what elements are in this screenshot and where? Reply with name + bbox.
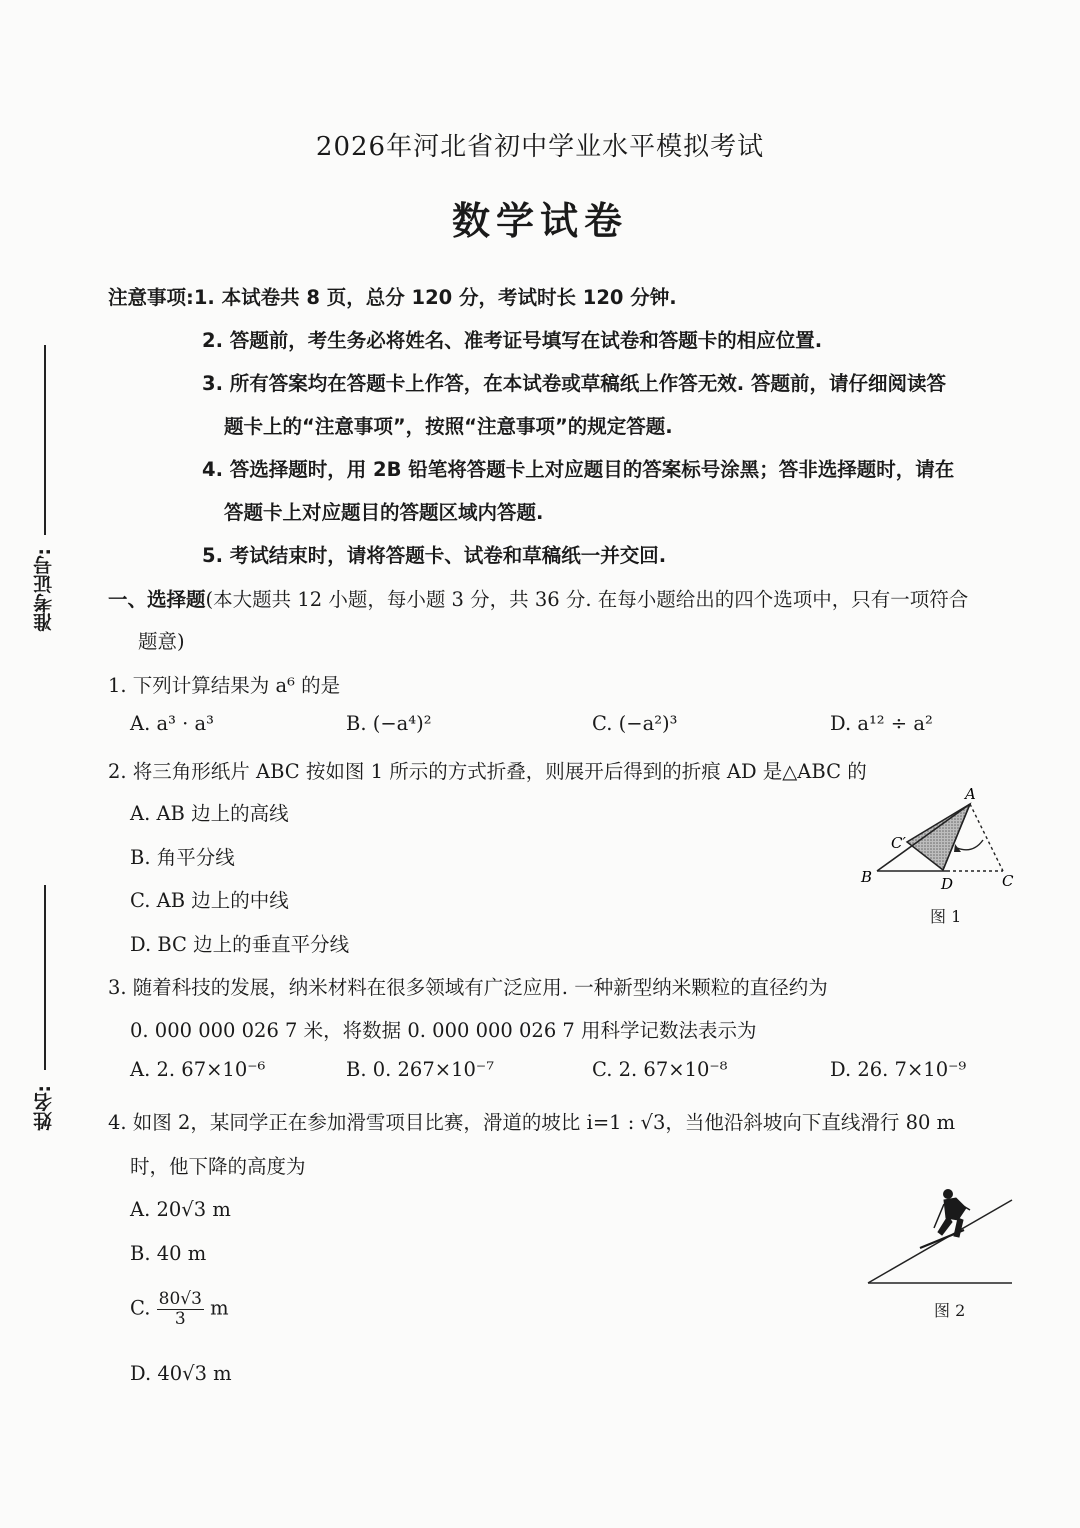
label-b: B — [861, 868, 873, 886]
label-c-prime: C′ — [891, 834, 906, 852]
q1-stem: 1. 下列计算结果为 a⁶ 的是 — [108, 674, 341, 697]
q3-stem-line2: 0. 000 000 026 7 米，将数据 0. 000 000 026 7 用科学记数法表示为 — [130, 1019, 757, 1042]
section1-desc: (本大题共 12 小题，每小题 3 分，共 36 分. 在每小题给出的四个选项中，只有一项符合 — [205, 588, 969, 611]
name-label: 姓名: — [33, 1085, 55, 1131]
q2-option-c: C. AB 边上的中线 — [130, 889, 289, 912]
exam-id-label: 准考证号: — [33, 548, 55, 632]
side-ac-dashed — [970, 804, 1003, 871]
note-item-4-cont: 答题卡上对应题目的答题区域内答题. — [224, 501, 544, 524]
q2-option-d: D. BC 边上的垂直平分线 — [130, 933, 350, 956]
q4-stem-line1: 4. 如图 2，某同学正在参加滑雪项目比赛，滑道的坡比 i=1 : √3，当他沿斜坡向下直线滑行 80 m — [108, 1111, 956, 1134]
fold-arrowhead — [954, 844, 961, 852]
note-item-1: 1. 本试卷共 8 页，总分 120 分，考试时长 120 分钟. — [193, 286, 677, 309]
subject-title: 数学试卷 — [451, 199, 628, 243]
q3-stem-line1: 3. 随着科技的发展，纳米材料在很多领域有广泛应用. 一种新型纳米颗粒的直径约为 — [108, 976, 828, 999]
q3-option-a: A. 2. 67×10⁻⁶ — [130, 1058, 266, 1081]
figure-2-caption: 图 2 — [934, 1301, 966, 1320]
q1-option-b: B. (−a⁴)² — [346, 712, 432, 735]
name-line — [44, 885, 46, 1070]
q4-option-c-prefix: C. — [130, 1296, 151, 1320]
label-c: C — [1002, 872, 1014, 890]
note-item-3-cont: 题卡上的“注意事项”，按照“注意事项”的规定答题. — [224, 415, 673, 438]
note-item-2: 2. 答题前，考生务必将姓名、准考证号填写在试卷和答题卡的相应位置. — [202, 329, 823, 352]
q4-option-c-unit: m — [210, 1296, 229, 1320]
exam-title: 2026年河北省初中学业水平模拟考试 — [315, 132, 765, 162]
q4-option-a: A. 20√3 m — [130, 1198, 231, 1221]
q1-option-d: D. a¹² ÷ a² — [830, 712, 933, 735]
q2-stem: 2. 将三角形纸片 ABC 按如图 1 所示的方式折叠，则展开后得到的折痕 AD 是△ABC 的 — [108, 760, 867, 783]
q4-option-c — [130, 1290, 229, 1328]
figure-1-caption: 图 1 — [930, 907, 962, 926]
label-a: A — [965, 785, 976, 803]
exam-id-line — [44, 345, 46, 535]
section1-desc-cont: 题意) — [138, 630, 185, 653]
label-d: D — [941, 875, 954, 893]
folded-region — [907, 804, 970, 870]
q2-option-b: B. 角平分线 — [130, 846, 235, 869]
q4-stem-line2: 时，他下降的高度为 — [130, 1155, 306, 1178]
note-item-3: 3. 所有答案均在答题卡上作答，在本试卷或草稿纸上作答无效. 答题前，请仔细阅读答 — [202, 372, 946, 395]
q1-option-a: A. a³ · a³ — [130, 712, 214, 735]
section1-title: 一、选择题 — [108, 588, 206, 611]
q3-option-c: C. 2. 67×10⁻⁸ — [592, 1058, 728, 1081]
q1-option-c: C. (−a²)³ — [592, 712, 678, 735]
q4-option-d: D. 40√3 m — [130, 1362, 232, 1385]
fold-arrow — [957, 840, 983, 850]
q4-option-b: B. 40 m — [130, 1242, 207, 1265]
note-item-5: 5. 考试结束时，请将答题卡、试卷和草稿纸一并交回. — [202, 544, 667, 567]
q4-option-c-numerator: 80√3 — [158, 1289, 202, 1309]
notes-label: 注意事项: — [108, 286, 194, 309]
note-item-4: 4. 答选择题时，用 2B 铅笔将答题卡上对应题目的答案标号涂黑；答非选择题时，请在 — [202, 458, 955, 481]
q4-option-c-denominator: 3 — [174, 1308, 186, 1329]
figure-2-ski-slope — [862, 1180, 1022, 1290]
q2-option-a: A. AB 边上的高线 — [130, 802, 289, 825]
q3-option-b: B. 0. 267×10⁻⁷ — [346, 1058, 495, 1081]
section1-heading — [108, 584, 968, 612]
figure-1-triangle — [855, 782, 1025, 897]
q4-option-c-fraction — [157, 1290, 204, 1328]
q3-option-d: D. 26. 7×10⁻⁹ — [830, 1058, 967, 1081]
notes-block — [108, 282, 677, 310]
